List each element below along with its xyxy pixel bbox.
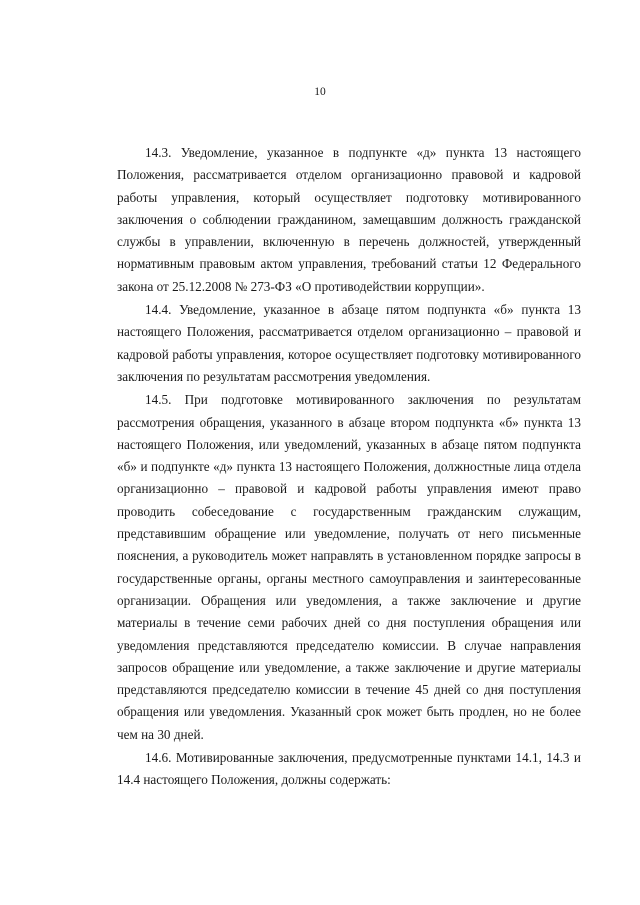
document-body [117,142,581,793]
paragraph-14-3: 14.3. Уведомление, указанное в подпункте «д» пункта 13 настоящего Положения, рассматривается отделом организационно правовой и кадровой работы управления, который осуществляет подготовку мотивированного заключения о соблюдении гражданином, замещавшим должность гражданской службы в управлении, включенную в перечень должностей, утвержденный нормативным правовым актом управления, требований статьи 12 Федерального закона от 25.12.2008 № 273-ФЗ «О противодействии коррупции». [117,145,581,294]
paragraph-14-6: 14.6. Мотивированные заключения, предусмотренные пунктами 14.1, 14.3 и 14.4 настоящего Положения, должны содержать: [117,750,581,788]
paragraph-14-5: 14.5. При подготовке мотивированного заключения по результатам рассмотрения обращения, указанного в абзаце втором подпункта «б» пункта 13 настоящего Положения, или уведомлений, указанных в абзаце пятом подпункта «б» и подпункте «д» пункта 13 настоящего Положения, должностные лица отдела организационно – правовой и кадровой работы управления имеют право проводить собеседование с государственным гражданским служащим, представившим обращение или уведомление, получать от него письменные пояснения, а руководитель может направлять в установленном порядке запросы в государственные органы, органы местного самоуправления и заинтересованные организации. Обращения или уведомления, а также заключение и другие материалы в течение семи рабочих дней со дня поступления обращения или уведомления представляются председателю комиссии. В случае направления запросов обращение или уведомление, а также заключение и другие материалы представляются председателю комиссии в течение 45 дней со дня поступления обращения или уведомления. Указанный срок может быть продлен, но не более чем на 30 дней. [117,392,581,742]
page-number: 10 [314,86,326,98]
paragraph-14-4: 14.4. Уведомление, указанное в абзаце пятом подпункта «б» пункта 13 настоящего Положения, рассматривается отделом организационно – правовой и кадровой работы управления, которое осуществляет подготовку мотивированного заключения по результатам рассмотрения уведомления. [117,302,581,384]
